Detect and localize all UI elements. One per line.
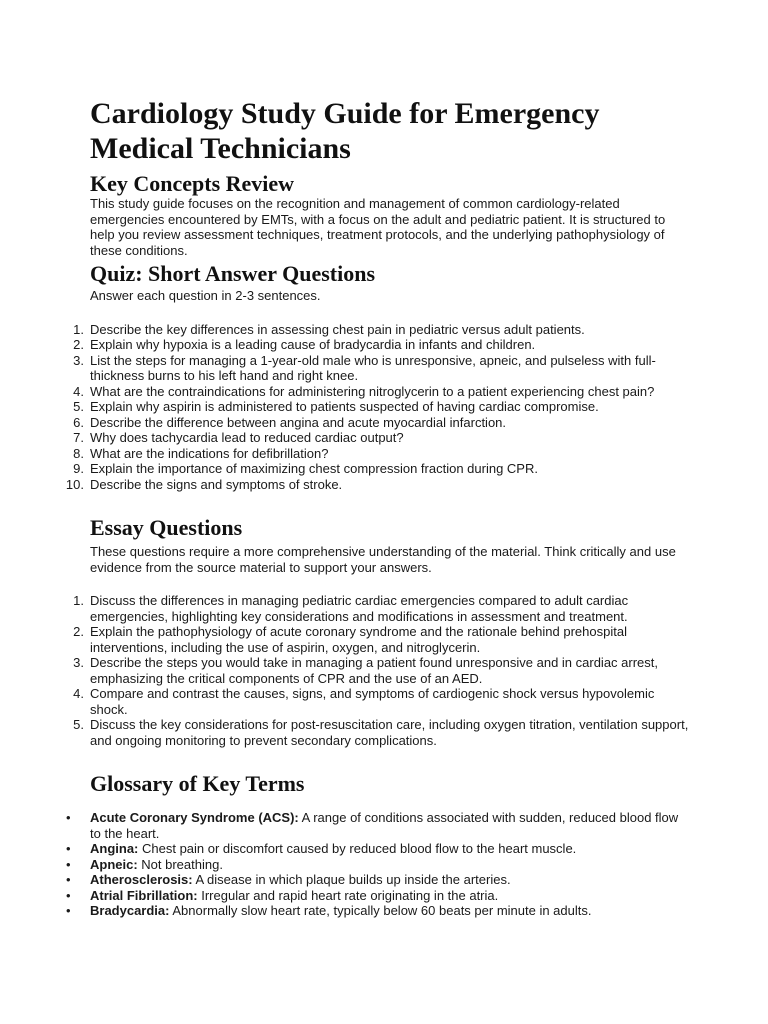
list-number: 8. <box>73 445 84 461</box>
list-number: 1. <box>73 321 84 337</box>
glossary-term: Apneic: <box>90 856 138 872</box>
question-text: List the steps for managing a 1-year-old male who is unresponsive, apneic, and pulseless with full-thickness burns to his left hand and right knee. <box>90 352 656 383</box>
list-item <box>73 337 690 353</box>
glossary-item <box>66 872 690 888</box>
glossary-item <box>66 903 690 919</box>
section-heading-quiz: Quiz: Short Answer Questions <box>90 261 376 286</box>
list-item <box>65 476 690 493</box>
question-text: Why does tachycardia lead to reduced cardiac output? <box>90 430 404 445</box>
glossary-definition: Irregular and rapid heart rate originating in the atria. <box>197 887 499 903</box>
glossary-definition: Chest pain or discomfort caused by reduced blood flow to the heart muscle. <box>138 841 577 856</box>
section-heading-essay: Essay Questions <box>90 515 243 540</box>
list-number: 5. <box>73 717 84 732</box>
question-text: Describe the difference between angina and acute myocardial infarction. <box>90 414 507 430</box>
list-item <box>73 321 690 338</box>
bullet-icon: • <box>66 903 71 918</box>
glossary-item <box>66 887 690 904</box>
bullet-icon: • <box>66 810 71 825</box>
list-number: 2. <box>73 624 84 639</box>
list-number: 1. <box>73 593 84 608</box>
essay-question-list <box>73 593 690 748</box>
glossary-item <box>66 810 690 841</box>
bullet-icon: • <box>66 887 71 903</box>
list-number: 4. <box>73 383 84 399</box>
glossary-list <box>66 810 690 919</box>
list-item <box>73 430 690 446</box>
quiz-instructions: Answer each question in 2-3 sentences. <box>90 288 321 303</box>
question-text: Describe the signs and symptoms of stroke. <box>90 476 343 492</box>
list-item <box>73 593 690 624</box>
list-number: 5. <box>73 399 84 414</box>
list-item <box>73 352 690 384</box>
list-item <box>73 686 690 717</box>
list-item <box>73 383 690 400</box>
glossary-term: Angina: <box>90 841 139 856</box>
list-item <box>73 624 690 655</box>
glossary-definition: Abnormally slow heart rate, typically below 60 beats per minute in adults. <box>169 903 592 918</box>
list-number: 6. <box>73 414 84 430</box>
list-item <box>73 399 690 415</box>
question-text: Describe the key differences in assessing chest pain in pediatric versus adult patients. <box>90 321 585 337</box>
glossary-definition: A disease in which plaque builds up inside the arteries. <box>192 872 511 887</box>
list-item <box>73 655 690 686</box>
question-text: What are the contraindications for administering nitroglycerin to a patient experiencing chest pain? <box>90 383 655 399</box>
question-text: Describe the steps you would take in managing a patient found unresponsive and in cardiac arrest, emphasizing the critical components of CPR and the use of an AED. <box>90 655 659 686</box>
glossary-definition: Not breathing. <box>137 856 223 872</box>
question-text: Explain the importance of maximizing chest compression fraction during CPR. <box>90 461 538 476</box>
question-text: Compare and contrast the causes, signs, and symptoms of cardiogenic shock versus hypovolemic shock. <box>90 686 655 717</box>
list-number: 9. <box>73 461 84 476</box>
section-heading-key-concepts: Key Concepts Review <box>90 171 295 196</box>
question-text: Explain the pathophysiology of acute coronary syndrome and the rationale behind prehospital interventions, including the use of aspirin, oxygen, and nitroglycerin. <box>90 624 627 655</box>
list-number: 3. <box>73 655 84 670</box>
list-number: 4. <box>73 686 84 701</box>
question-text: Explain why aspirin is administered to patients suspected of having cardiac compromise. <box>90 399 599 414</box>
list-number: 7. <box>73 430 84 445</box>
section-heading-glossary: Glossary of Key Terms <box>90 771 305 796</box>
bullet-icon: • <box>66 841 71 856</box>
list-item <box>73 717 690 748</box>
question-text: Explain why hypoxia is a leading cause of bradycardia in infants and children. <box>90 337 536 352</box>
list-number: 3. <box>73 352 84 368</box>
glossary-term: Bradycardia: <box>90 903 170 918</box>
glossary-item <box>66 856 690 873</box>
list-number: 2. <box>73 337 84 352</box>
glossary-item <box>66 841 690 857</box>
key-concepts-text: This study guide focuses on the recognition and management of common cardiology-related emergencies encountered by EMTs, with a focus on the adult and pediatric patient. It is structured to help you review assessment techniques, treatment protocols, and the underlying pathophysiology of these conditions. <box>90 196 666 258</box>
list-item <box>73 414 690 431</box>
glossary-term: Acute Coronary Syndrome (ACS): <box>90 810 299 825</box>
bullet-icon: • <box>66 872 71 887</box>
list-number: 10. <box>65 476 84 492</box>
glossary-definition: A range of conditions associated with sudden, reduced blood flow to the heart. <box>90 810 679 841</box>
essay-instructions: These questions require a more comprehensive understanding of the material. Think critically and use evidence from the source material to support your answers. <box>90 544 676 575</box>
question-text: Discuss the differences in managing pediatric cardiac emergencies compared to adult cardiac emergencies, highlighting key considerations and modifications in assessment and treatment. <box>90 593 629 624</box>
glossary-term: Atrial Fibrillation: <box>90 887 198 903</box>
question-text: Discuss the key considerations for post-resuscitation care, including oxygen titration, ventilation support, and ongoing monitoring to prevent secondary complications. <box>90 717 689 748</box>
glossary-term: Atherosclerosis: <box>90 872 193 887</box>
question-text: What are the indications for defibrillation? <box>90 445 329 461</box>
list-item <box>73 461 690 477</box>
document-title: Cardiology Study Guide for Emergency Medical Technicians <box>90 97 600 165</box>
list-item <box>73 445 690 462</box>
document-content <box>65 96 690 919</box>
quiz-question-list <box>65 321 690 493</box>
bullet-icon: • <box>66 856 71 872</box>
